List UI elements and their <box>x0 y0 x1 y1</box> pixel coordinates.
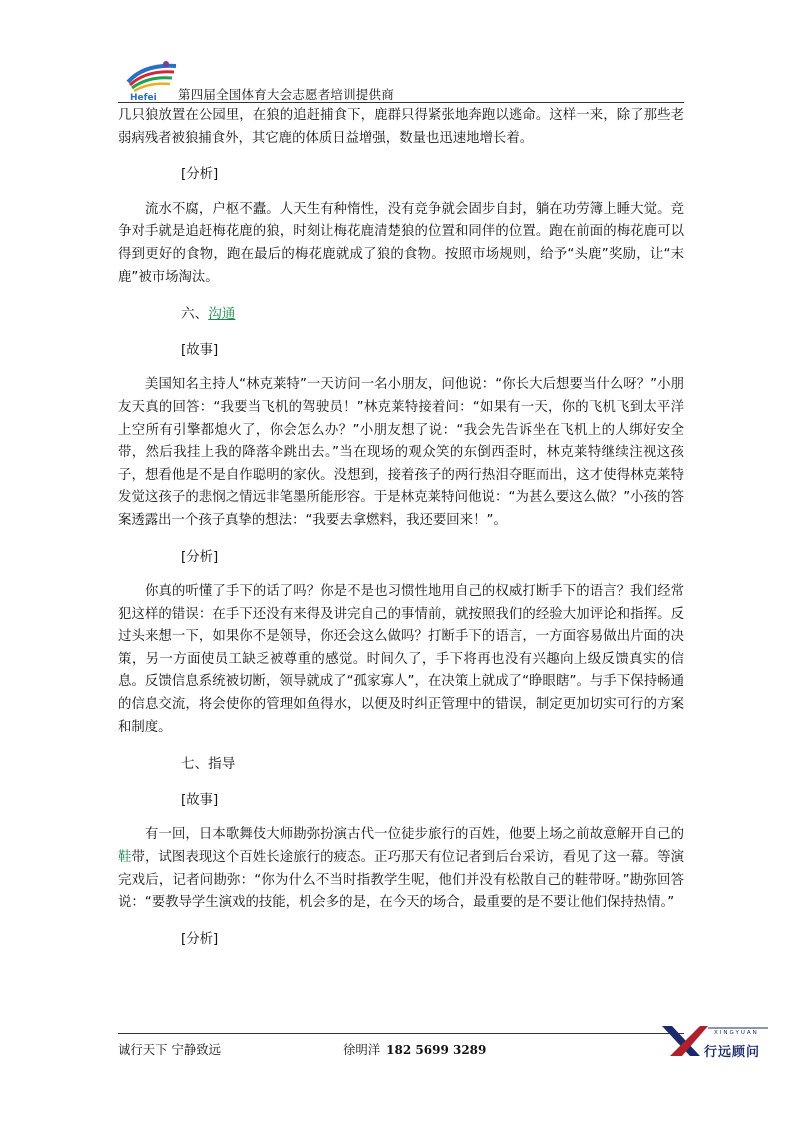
shoe-keyword: 鞋 <box>118 850 132 866</box>
header-divider <box>118 102 684 103</box>
story-kanya <box>118 824 684 914</box>
section-heading-guidance: 七、指导 <box>181 756 236 773</box>
contact-phone: 182 5699 3289 <box>386 1043 487 1057</box>
story-linkletter: 美国知名主持人“林克莱特”一天访问一名小朋友，问他说：“你长大后想要当什么呀？”小朋友天真的回答：“我要当飞机的驾驶员！”林克莱特接着问：“如果有一天，你的飞机飞到太平洋上空所有引擎都熄火了，你会怎么办？”小朋友想了说：“我会先告诉坐在飞机上的人绑好安全带，然后我挂上我的降落伞跳出去。”当在现场的观众笑的东倒西歪时，林克莱特继续注视这孩子，想看他是不是自作聪明的家伙。没想到，接着孩子的两行热泪夺眶而出，这才使得林克莱特发觉这孩子的悲悯之情远非笔墨所能形容。于是林克莱特问他说：“为甚么要这么做？”小孩的答案透露出一个孩子真挚的想法：“我要去拿燃料，我还要回来！”。 <box>118 377 684 528</box>
analysis-competition: 流水不腐，户枢不蠹。人天生有种惰性，没有竞争就会固步自封，躺在功劳簿上睡大觉。竞争对手就是追赶梅花鹿的狼，时刻让梅花鹿清楚狼的位置和同伴的位置。跑在前面的梅花鹿可以得到更好的食物，跑在最后的梅花鹿就成了狼的食物。按照市场规则，给予“头鹿”奖励，让“末鹿”被市场淘汰。 <box>118 201 684 285</box>
story-label: [故事] <box>181 342 219 358</box>
footer-motto: 诚行天下 宁静致远 <box>118 1042 222 1057</box>
page-header <box>118 58 684 104</box>
brand-name: 行远顾问 <box>704 1045 761 1060</box>
story-kanya-part1: 有一回，日本歌舞伎大师勘弥扮演古代一位徒步旅行的百姓，他要上场之前故意解开自己的 <box>145 827 684 843</box>
document-body <box>118 105 684 951</box>
header-title: 第四届全国体育大会志愿者培训提供商 <box>178 87 394 102</box>
footer-contact <box>343 1040 486 1058</box>
analysis-label: [分析] <box>181 549 219 565</box>
section-number: 六、 <box>181 306 209 323</box>
story-label: [故事] <box>181 792 219 808</box>
paragraph-deer-story-end: 几只狼放置在公园里，在狼的追赶捕食下，鹿群只得紧张地奔跑以逃命。这样一来，除了那些老弱病残者被狼捕食外，其它鹿的体质日益增强，数量也迅速地增长着。 <box>118 108 684 146</box>
section-heading-communication <box>181 303 684 326</box>
story-kanya-part2: 带，试图表现这个百姓长途旅行的疲态。正巧那天有位记者到后台采访，看见了这一幕。等演完戏后，记者问勘弥：“你为什么不当时指教学生呢，他们并没有松散自己的鞋带呀。”勘弥回答说：“要教导学生演戏的技能，机会多的是，在今天的场合，最重要的是不要让他们保持热情。” <box>118 850 685 911</box>
analysis-communication: 你真的听懂了手下的话了吗？你是不是也习惯性地用自己的权威打断手下的语言？我们经常犯这样的错误：在手下还没有来得及讲完自己的事情前，就按照我们的经验大加评论和指挥。反过头来想一下，如果你不是领导，你还会这么做吗？打断手下的语言，一方面容易做出片面的决策，另一方面使员工缺乏被尊重的感觉。时间久了，手下将再也没有兴趣向上级反馈真实的信息。反馈信息系统被切断，领导就成了“孤家寡人”，在决策上就成了“睁眼瞎”。与手下保持畅通的信息交流，将会使你的管理如鱼得水，以便及时纠正管理中的错误，制定更加切实可行的方案和制度。 <box>118 584 684 735</box>
contact-name: 徐明洋 <box>343 1042 381 1057</box>
logo-text: Hefei <box>130 93 157 102</box>
footer-divider <box>118 1033 684 1034</box>
brand-subtitle: XINGYUAN <box>714 1030 759 1036</box>
communication-link[interactable]: 沟通 <box>208 306 236 323</box>
hefei-games-logo <box>122 58 184 102</box>
analysis-label: [分析] <box>181 167 219 183</box>
analysis-label: [分析] <box>181 931 219 947</box>
